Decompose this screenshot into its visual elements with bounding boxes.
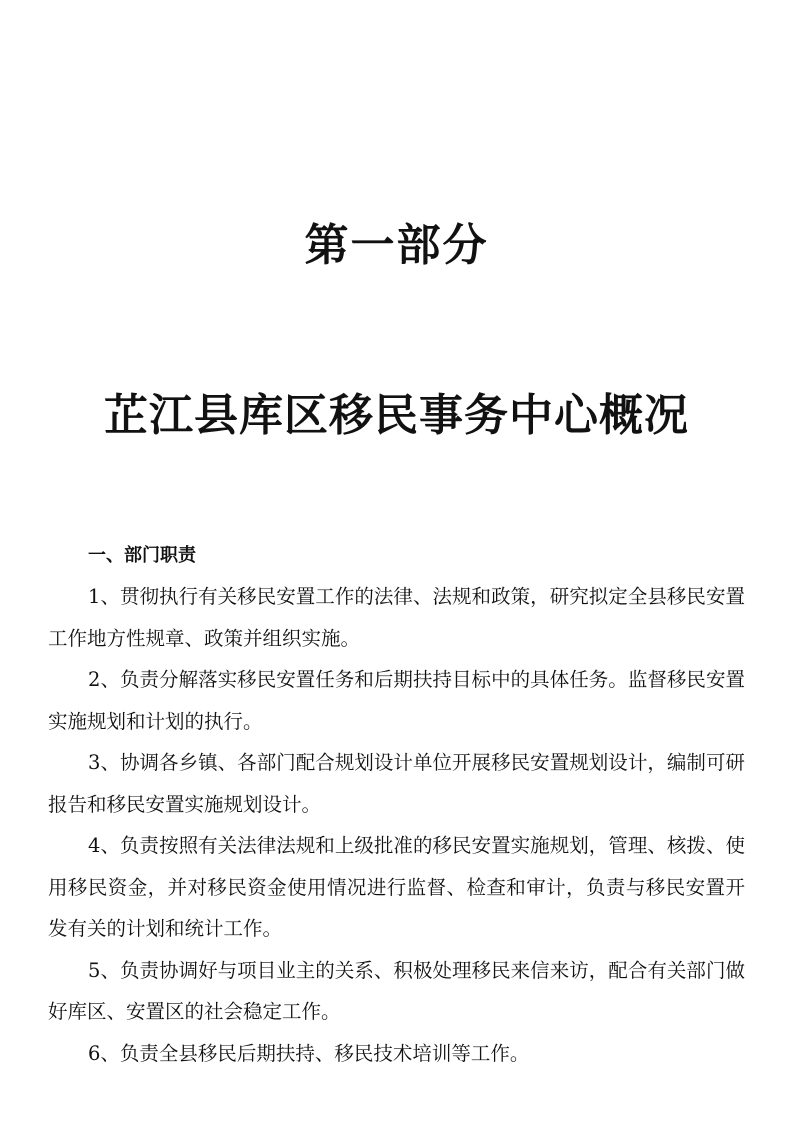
paragraph-1: 1、贯彻执行有关移民安置工作的法律、法规和政策，研究拟定全县移民安置工作地方性规章、政策并组织实施。 <box>48 585 745 650</box>
paragraph-6: 6、负责全县移民后期扶持、移民技术培训等工作。 <box>88 1041 530 1065</box>
paragraph-2: 2、负责分解落实移民安置任务和后期扶持目标中的具体任务。监督移民安置实施规划和计划的执行。 <box>48 668 745 733</box>
page-title: 芷江县库区移民事务中心概况 <box>104 390 689 441</box>
paragraph-3: 3、协调各乡镇、各部门配合规划设计单位开展移民安置规划设计，编制可研报告和移民安置实施规划设计。 <box>48 751 745 816</box>
section-heading: 一、部门职责 <box>88 545 196 566</box>
part-title: 第一部分 <box>304 220 489 271</box>
document-body <box>48 536 745 1074</box>
paragraph-5: 5、负责协调好与项目业主的关系、积极处理移民来信来访，配合有关部门做好库区、安置区的社会稳定工作。 <box>48 958 745 1023</box>
paragraph-4: 4、负责按照有关法律法规和上级批准的移民安置实施规划，管理、核拨、使用移民资金，并对移民资金使用情况进行监督、检查和审计，负责与移民安置开发有关的计划和统计工作。 <box>48 834 745 940</box>
